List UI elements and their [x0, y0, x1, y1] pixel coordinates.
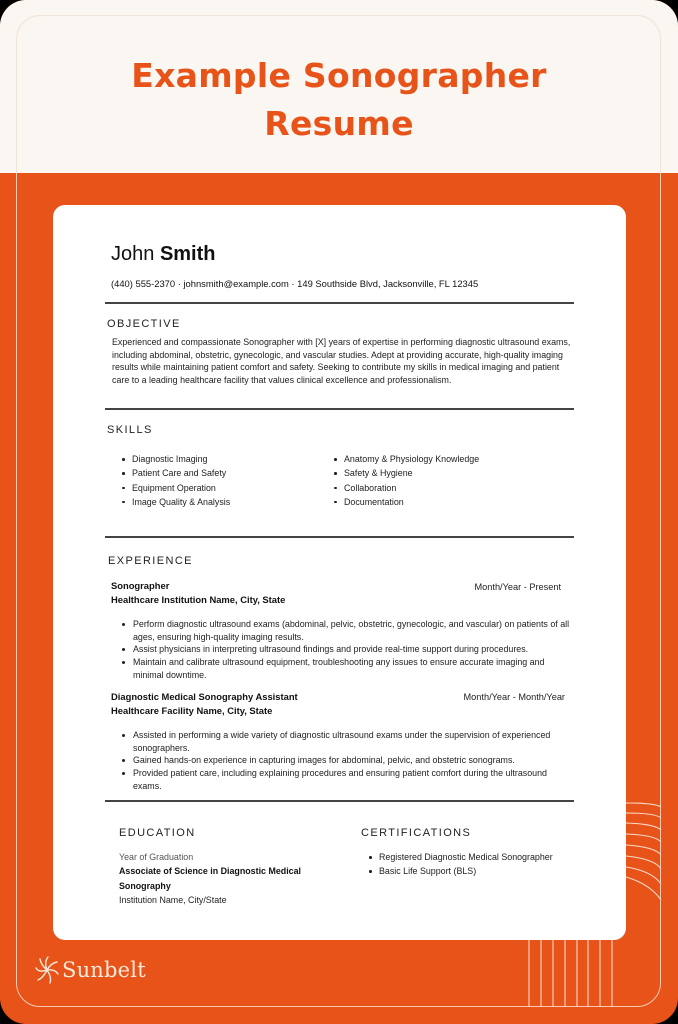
education-heading: EDUCATION: [119, 827, 196, 839]
skill-item: Equipment Operation: [120, 481, 230, 495]
job-bullet: Assisted in performing a wide variety of diagnostic ultrasound exams under the supervision of experienced sonographers.: [115, 729, 570, 754]
sunbelt-logo: [34, 955, 146, 985]
job-employer: Healthcare Facility Name, City, State: [111, 705, 273, 716]
certification-item: Registered Diagnostic Medical Sonographer: [367, 850, 553, 864]
divider: [105, 536, 574, 538]
job-dates: Month/Year - Month/Year: [463, 692, 565, 702]
degree: Associate of Science in Diagnostic Medical Sonography: [119, 866, 301, 891]
logo-text: Sunbelt: [62, 958, 146, 982]
job-bullet: Assist physicians in interpreting ultrasound findings and provide real-time support during procedures.: [115, 643, 570, 656]
objective-heading: OBJECTIVE: [107, 318, 181, 330]
skills-list-right: [332, 452, 479, 509]
job-title: Diagnostic Medical Sonography Assistant: [111, 691, 298, 702]
experience-heading: EXPERIENCE: [108, 555, 193, 567]
sun-swirl-icon: [34, 955, 60, 985]
skill-item: Image Quality & Analysis: [120, 495, 230, 509]
divider: [105, 800, 574, 802]
skill-item: Collaboration: [332, 481, 479, 495]
skill-item: Documentation: [332, 495, 479, 509]
job-dates: Month/Year - Present: [474, 582, 561, 592]
job-bullets: [115, 618, 570, 682]
job-bullets: [115, 729, 570, 793]
contact-info: (440) 555-2370 · johnsmith@example.com · 149 Southside Blvd, Jacksonville, FL 12345: [111, 278, 479, 289]
skills-heading: SKILLS: [107, 424, 153, 436]
first-name: John: [111, 243, 155, 265]
candidate-name: [111, 243, 216, 266]
skills-list-left: [120, 452, 230, 509]
objective-text: Experienced and compassionate Sonographer with [X] years of expertise in performing diagnostic ultrasound exams, including abdominal, obstetric, gynecologic, and vascular studies. Adept at providing accurate, high-quality imaging results while maintaining patient comfort and safety. Seeking to contribute my skills in medical imaging and patient care to a leading healthcare facility that values clinical excellence and professionalism.: [112, 337, 571, 386]
job-bullet: Maintain and calibrate ultrasound equipment, troubleshooting any issues to ensure accurate imaging and minimal downtime.: [115, 656, 570, 681]
skill-item: Anatomy & Physiology Knowledge: [332, 452, 479, 466]
job-bullet: Provided patient care, including explaining procedures and ensuring patient comfort during the ultrasound exams.: [115, 767, 570, 792]
job-bullet: Perform diagnostic ultrasound exams (abdominal, pelvic, obstetric, gynecologic, and vascular) on patients of all ages, ensuring high-quality imaging results.: [115, 618, 570, 643]
job-employer: Healthcare Institution Name, City, State: [111, 594, 286, 605]
job-title: Sonographer: [111, 580, 170, 591]
title-line-2: Resume: [264, 104, 414, 143]
resume-card: [53, 205, 626, 940]
institution: Institution Name, City/State: [119, 895, 227, 905]
skill-item: Diagnostic Imaging: [120, 452, 230, 466]
certifications-heading: CERTIFICATIONS: [361, 827, 472, 839]
title-line-1: Example Sonographer: [131, 56, 547, 95]
skill-item: Safety & Hygiene: [332, 466, 479, 480]
divider: [105, 302, 574, 304]
last-name: Smith: [159, 243, 216, 265]
divider: [105, 408, 574, 410]
skill-item: Patient Care and Safety: [120, 466, 230, 480]
graduation-year: Year of Graduation: [119, 852, 194, 862]
job-bullet: Gained hands-on experience in capturing images for abdominal, pelvic, and obstetric sonograms.: [115, 754, 570, 767]
certification-item: Basic Life Support (BLS): [367, 864, 553, 878]
certifications-list: [367, 850, 553, 879]
